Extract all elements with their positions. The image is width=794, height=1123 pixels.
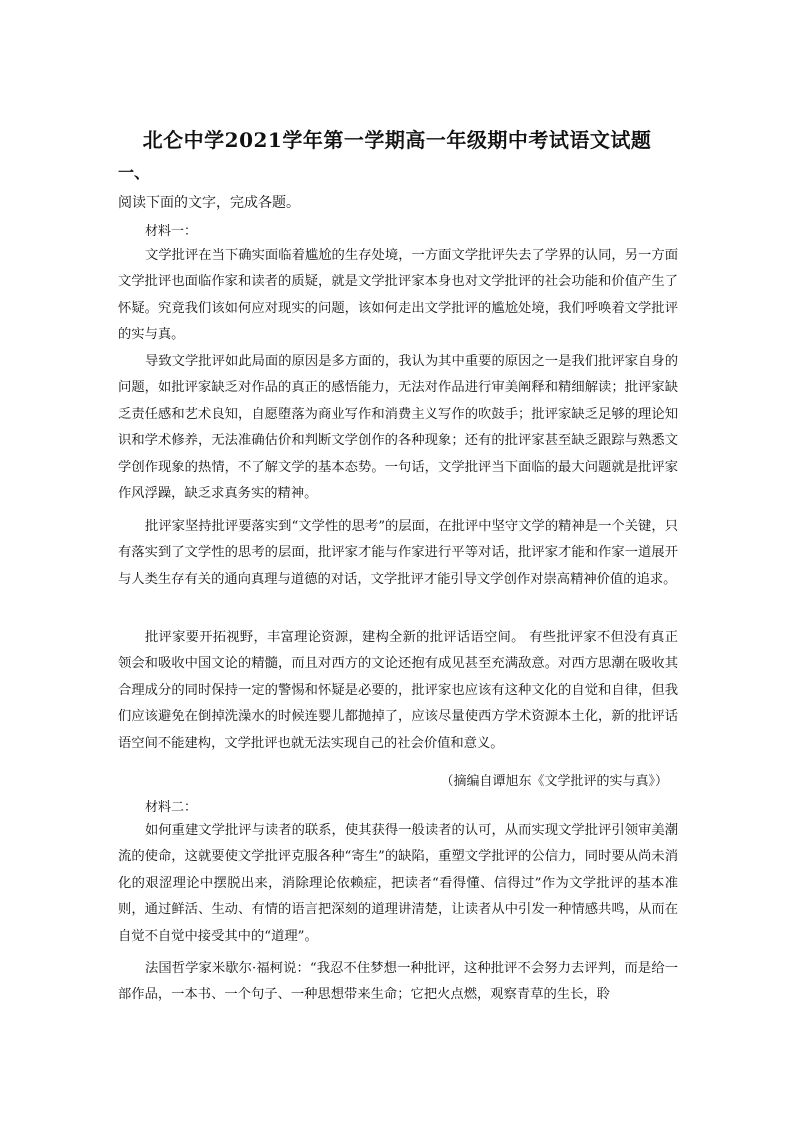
section-number: 一、 (118, 163, 151, 182)
reading-instruction: 阅读下面的文字，完成各题。 (118, 195, 300, 211)
page-title: 北仑中学2021学年第一学期高一年级期中考试语文试题 (142, 128, 652, 152)
material1-label: 材料一： (145, 224, 198, 239)
material2-paragraph: 法国哲学家米歇尔·福柯说：“我忍不住梦想一种批评，这种批评不会努力去评判，而是给一部作品，一本书、一个句子、一种思想带来生命；它把火点燃，观察青草的生长，聆 (118, 961, 678, 1003)
material1-source: （摘编自谭旭东《文学批评的实与真》） (440, 774, 668, 789)
material2-paragraph: 如何重建文学批评与读者的联系，使其获得一般读者的认可，从而实现文学批评引领审美潮流的使命，这就要使文学批评克服各种“寄生”的缺陷，重塑文学批评的公信力，同时要从尚未消化的艰涩理论中摆脱出来，消除理论依赖症，把读者“看得懂、信得过”作为文学批评的基本准则，通过鲜活、生动、有情的语言把深刻的道理讲清楚，让读者从中引发一种情感共鸣，从而在自觉不自觉中接受其中的“道理”。 (118, 823, 678, 944)
material1-paragraph: 批评家要开拓视野，丰富理论资源，建构全新的批评话语空间。 有些批评家不但没有真正领会和吸收中国文论的精髓，而且对西方的文论还抱有成见甚至充满敌意。对西方思潮在吸收其合理成分的同时保持一定的警惕和怀疑是必要的，批评家也应该有这种文化的自觉和自律，但我们应该避免在倒掉洗澡水的时候连婴儿都抛掉了，应该尽量使西方学术资源本土化，新的批评话语空间不能建构，文学批评也就无法实现自己的社会价值和意义。 (118, 630, 678, 751)
material1-paragraph: 文学批评在当下确实面临着尴尬的生存处境，一方面文学批评失去了学界的认同，另一方面文学批评也面临作家和读者的质疑，就是文学批评家本身也对文学批评的社会功能和价值产生了怀疑。究竟我们该如何应对现实的问题，该如何走出文学批评的尴尬处境，我们呼唤着文学批评的实与真。 (118, 248, 678, 343)
material1-paragraph: 批评家坚持批评要落实到“文学性的思考”的层面，在批评中坚守文学的精神是一个关键，只有落实到了文学性的思考的层面，批评家才能与作家进行平等对话，批评家才能和作家一道展开与人类生存有关的通向真理与道德的对话，文学批评才能引导文学创作对崇高精神价值的追求。 (118, 519, 678, 587)
material2-label: 材料二： (145, 800, 198, 815)
material1-paragraph: 导致文学批评如此局面的原因是多方面的，我认为其中重要的原因之一是我们批评家自身的问题，如批评家缺乏对作品的真正的感悟能力，无法对作品进行审美阐释和精细解读；批评家缺乏责任感和艺术良知，自愿堕落为商业写作和消费主义写作的吹鼓手；批评家缺乏足够的理论知识和学术修养，无法准确估价和判断文学创作的各种现象；还有的批评家甚至缺乏跟踪与熟悉文学创作现象的热情，不了解文学的基本态势。一句话，文学批评当下面临的最大问题就是批评家作风浮躁，缺乏求真务实的精神。 (118, 354, 678, 502)
